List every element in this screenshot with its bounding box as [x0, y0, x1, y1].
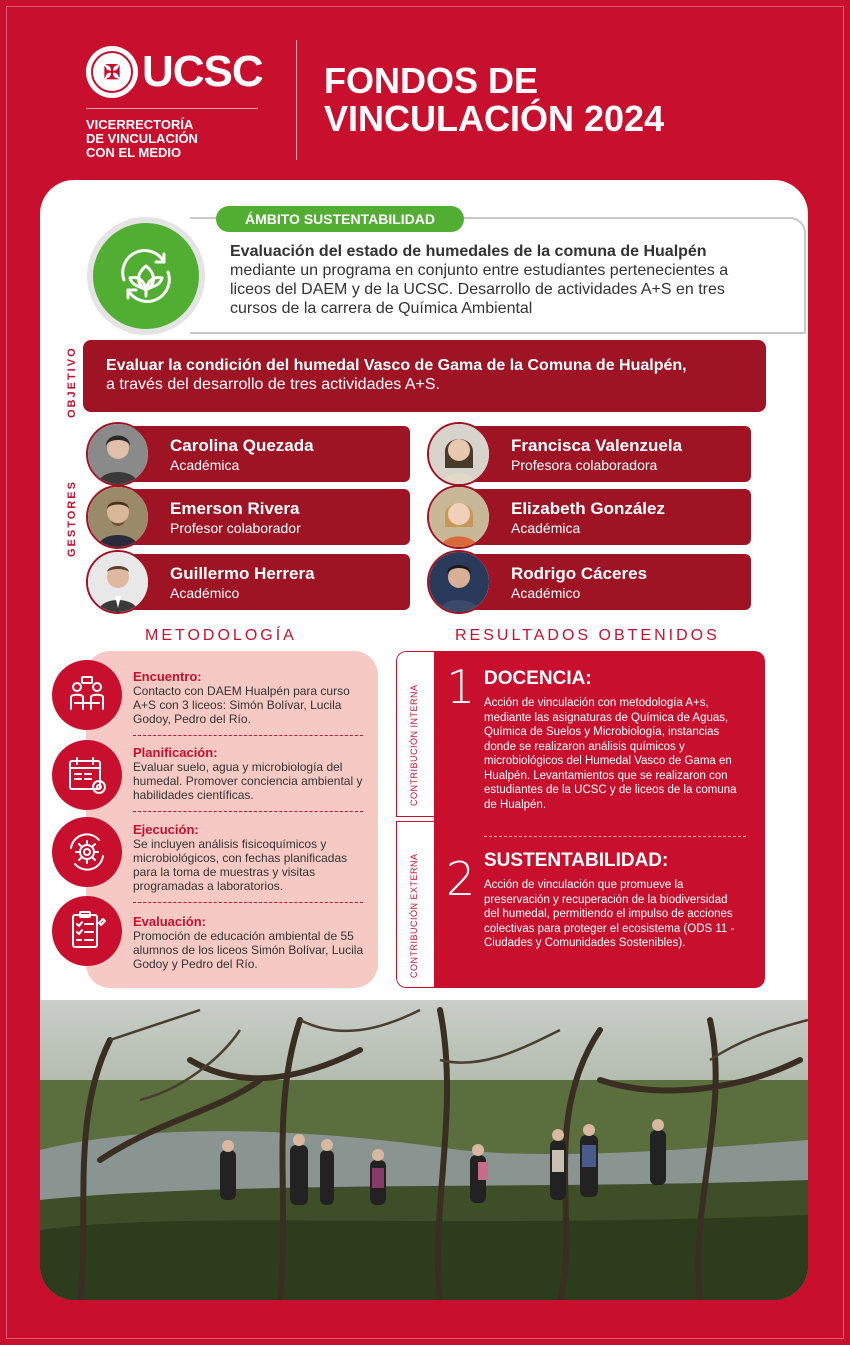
- avatar: [427, 422, 491, 486]
- vicerrectoria-line-1: VICERRECTORÍA: [86, 117, 194, 132]
- result-number: 2: [446, 852, 476, 906]
- step-title: Ejecución:: [133, 822, 199, 837]
- result-text: Acción de vinculación que promueve la preservación y recuperación de la biodiversidad del humedal, permitiendo el impulso de acciones colectivas para proteger el ecosistema (ODS 11 - Ciudades y Comunidades Sostenibles).: [484, 879, 735, 949]
- gestor-name: Carolina Quezada: [170, 436, 314, 455]
- page-title: [324, 62, 804, 138]
- logo-text: UCSC: [142, 47, 263, 96]
- gestor-role: Académica: [511, 520, 581, 536]
- gestor-role: Profesora colaboradora: [511, 457, 658, 473]
- step-text: Se incluyen análisis fisicoquímicos y microbiológicos, con fechas planificadas para la toma de muestras y visitas programadas a laboratorios.: [133, 837, 348, 893]
- objetivo-label: OBJETIVO: [66, 346, 78, 418]
- step-divider: [133, 902, 363, 903]
- vicerrectoria-line-3: CON EL MEDIO: [86, 145, 182, 160]
- gestor-role: Académica: [170, 457, 240, 473]
- content-card: [40, 180, 808, 1300]
- logo-divider: [86, 108, 258, 109]
- result-divider: [484, 836, 746, 837]
- ambito-body: mediante un programa en conjunto entre estudiantes pertenecientes a liceos del DAEM y de la UCSC. Desarrollo de actividades A+S en tres cursos de la carrera de Química Ambiental: [230, 262, 729, 317]
- avatar: [427, 550, 491, 614]
- ambito-label: ÁMBITO SUSTENTABILIDAD: [216, 206, 464, 232]
- objetivo-text-body: a través del desarrollo de tres actividades A+S.: [106, 376, 440, 393]
- tab-contribucion-externa: [396, 821, 434, 988]
- step-text: Evaluar suelo, agua y microbiología del humedal. Promover conciencia ambiental y habilidades científicas.: [133, 760, 363, 802]
- header: [0, 0, 850, 180]
- gestor-name: Rodrigo Cáceres: [511, 564, 648, 583]
- avatar: [86, 550, 150, 614]
- step-divider: [133, 735, 363, 736]
- resultados-title: RESULTADOS OBTENIDOS: [455, 627, 720, 644]
- title-line-1: FONDOS DE: [324, 60, 539, 101]
- ambito-description: [230, 242, 770, 318]
- result-number: 1: [446, 660, 476, 714]
- gestor-name: Emerson Rivera: [170, 499, 300, 518]
- result-heading: DOCENCIA:: [484, 668, 592, 689]
- gestor-name: Francisca Valenzuela: [511, 436, 683, 455]
- result-heading: SUSTENTABILIDAD:: [484, 850, 669, 871]
- ucsc-seal-icon: ✠: [86, 46, 138, 98]
- avatar: [86, 422, 150, 486]
- step-divider: [133, 811, 363, 812]
- gear-cycle-icon: [52, 817, 122, 887]
- vicerrectoria-line-2: DE VINCULACIÓN: [86, 131, 198, 146]
- step-text: Promoción de educación ambiental de 55 alumnos de los liceos Simón Bolívar, Lucila Godoy y Pedro del Río.: [133, 929, 364, 971]
- objetivo-text-bold: Evaluar la condición del humedal Vasco de Gama de la Comuna de Hualpén,: [106, 357, 687, 374]
- avatar: [86, 485, 150, 549]
- vicerrectoria-label: [86, 118, 286, 160]
- gestor-role: Académico: [170, 585, 240, 601]
- tab-contribucion-interna: [396, 651, 434, 817]
- meeting-icon: [52, 660, 122, 730]
- gestor-role: Profesor colaborador: [170, 520, 301, 536]
- step-title: Planificación:: [133, 745, 218, 760]
- wetland-photo: [40, 1000, 808, 1300]
- objetivo-text: [106, 356, 756, 394]
- gestores-label: GESTORES: [66, 480, 78, 557]
- step-text: Contacto con DAEM Hualpén para curso A+S con 3 liceos: Simón Bolívar, Lucila Godoy, Pedro del Río.: [133, 684, 350, 726]
- result-text: Acción de vinculación con metodología A+s, mediante las asignaturas de Química de Aguas, Química de Suelos y Microbiología, instancias donde se realizaron análisis químicos y microbiológicos del Humedal Vasco de Gama en Hualpén. Levantamientos que se realizaron con estudiantes de la UCSC y de liceos de la comuna de Hualpén.: [484, 697, 737, 811]
- gestor-name: Guillermo Herrera: [170, 564, 315, 583]
- calendar-icon: [52, 740, 122, 810]
- avatar: [427, 485, 491, 549]
- checklist-icon: [52, 896, 122, 966]
- leaf-cycle-icon: [93, 223, 199, 329]
- tab-label: CONTRIBUCIÓN INTERNA: [409, 684, 419, 806]
- tab-label: CONTRIBUCIÓN EXTERNA: [409, 853, 419, 978]
- title-line-2: VINCULACIÓN 2024: [324, 98, 665, 139]
- gestor-name: Elizabeth González: [511, 499, 665, 518]
- ambito-title: Evaluación del estado de humedales de la comuna de Hualpén: [230, 243, 707, 260]
- metodologia-title: METODOLOGÍA: [145, 627, 297, 644]
- step-title: Encuentro:: [133, 669, 202, 684]
- step-title: Evaluación:: [133, 914, 206, 929]
- header-divider: [296, 40, 297, 160]
- gestor-role: Académico: [511, 585, 581, 601]
